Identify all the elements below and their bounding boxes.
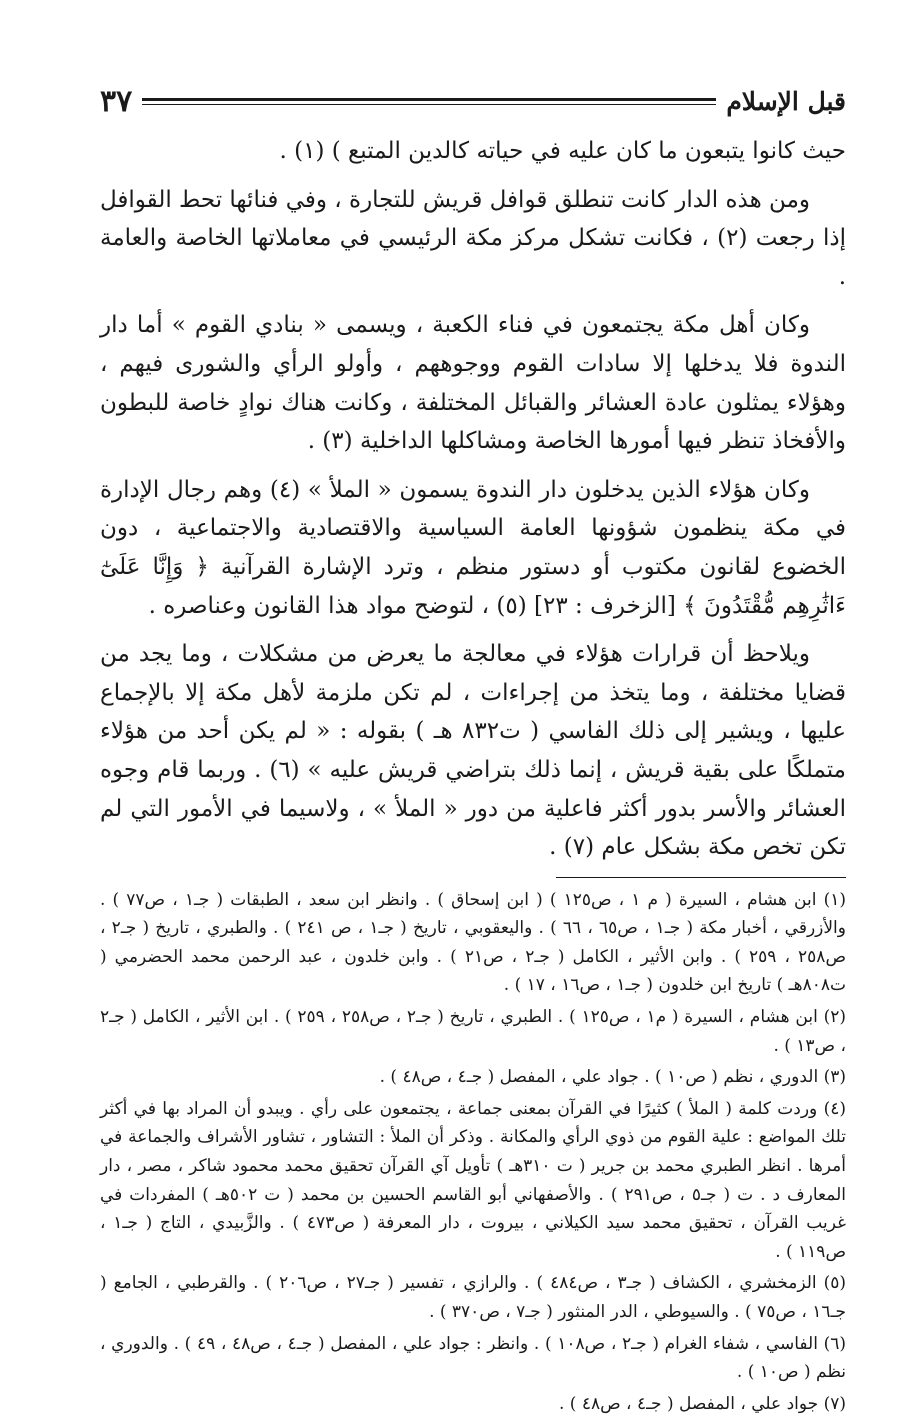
footnote: (٧) جواد علي ، المفصل ( جـ٤ ، ص٤٨ ) . [558, 1393, 846, 1414]
paragraph: ويلاحظ أن قرارات هؤلاء في معالجة ما يعرض من مشكلات ، وما يجد من قضايا مختلفة ، وما يتخذ من إجراءات ، لم تكن ملزمة لأهل مكة إلا بالإجماع عليها ، ويشير إلى ذلك الفاسي ( ت٨٣٢ هـ ) بقوله : « لم يكن أحد من هؤلاء متملكًا على بقية قريش ، إنما ذلك بتراضي قريش عليه » (٦) . وربما قام وجوه العشائر والأسر بدور أكثر فاعلية من دور « الملأ » ، ولاسيما في الأمور التي لم تكن تخص مكة بشكل عام (٧) . [100, 641, 847, 861]
footnote: (٢) ابن هشام ، السيرة ( م١ ، ص١٢٥ ) . الطبري ، تاريخ ( جـ٢ ، ص٢٥٨ ، ٢٥٩ ) . ابن الأثير ، الكامل ( جـ٢ ، ص١٣ ) . [100, 1007, 846, 1056]
paragraph: ومن هذه الدار كانت تنطلق قوافل قريش للتجارة ، وفي فنائها تحط القوافل إذا رجعت (٢) ، فكانت تشكل مركز مكة الرئيسي في معاملاتها الخاصة والعامة . [100, 186, 847, 290]
running-header [100, 78, 846, 124]
paragraph: وكان هؤلاء الذين يدخلون دار الندوة يسمون « الملأ » (٤) وهم رجال الإدارة في مكة ينظمون شؤونها العامة السياسية والاقتصادية والاجتماعية ، دون الخضوع لقانون مكتوب أو دستور منظم ، وترد الإشارة القرآنية ﴿ وَإِنَّا عَلَىٰٓ ءَاثَٰرِهِم مُّقْتَدُونَ ﴾ [الزخرف : ٢٣] (٥) ، لتوضح مواد هذا القانون وعناصره . [100, 476, 846, 619]
chapter-title: قبل الإسلام [726, 86, 846, 116]
main-text [100, 132, 846, 867]
footnotes [100, 886, 846, 1419]
footnote: (٤) وردت كلمة ( الملأ ) كثيرًا في القرآن بمعنى جماعة ، يجتمعون على رأي . ويبدو أن المراد بها في أكثر تلك المواضع : علية القوم من ذوي الرأي والمكانة . وذكر أن الملأ : التشاور ، تشاور الأشراف والجماعة في أمرها . انظر الطبري محمد بن جرير ( ت ٣١٠هـ ) تأويل آي القرآن تحقيق محمد محمود شاكر ، مصر ، دار المعارف د . ت ( جـ٥ ، ص٢٩١ ) . والأصفهاني أبو القاسم الحسين بن محمد ( ت ٥٠٢هـ ) المفردات في غريب القرآن ، تحقيق محمد سيد الكيلاني ، بيروت ، دار المعرفة ( ص٤٧٣ ) . والزَّبيدي ، التاج ( جـ١ ، ص١١٩ ) . [100, 1098, 846, 1262]
paragraph: حيث كانوا يتبعون ما كان عليه في حياته كالدين المتبع ) (١) . [279, 138, 846, 164]
footnote: (١) ابن هشام ، السيرة ( م ١ ، ص١٢٥ ) ( ابن إسحاق ) . وانظر ابن سعد ، الطبقات ( جـ١ ، ص٧٧ ) . والأزرقي ، أخبار مكة ( جـ١ ، ص٦٥ ، ٦٦ ) . واليعقوبي ، تاريخ ( جـ١ ، ص ٢٤١ ) . والطبري ، تاريخ ( جـ٢ ، ص٢٥٨ ، ٢٥٩ ) . وابن الأثير ، الكامل ( جـ٢ ، ص٢١ ) . وابن خلدون ، عبد الرحمن محمد الحضرمي ( ت٨٠٨هـ ) تاريخ ابن خلدون ( جـ١ ، ص١٦ ، ١٧ ) . [100, 889, 846, 996]
page-number: ٣٧ [100, 83, 133, 119]
paragraph: وكان أهل مكة يجتمعون في فناء الكعبة ، ويسمى « بنادي القوم » أما دار الندوة فلا يدخلها إلا سادات القوم ووجوههم ، وأولو الرأي والشورى فيهم ، وهؤلاء يمثلون عادة العشائر والقبائل المختلفة ، وكانت هناك نوادٍ خاصة للبطون والأفخاذ تنظر فيها أمورها الخاصة ومشاكلها الداخلية (٣) . [100, 312, 846, 455]
footnote: (٦) الفاسي ، شفاء الغرام ( جـ٢ ، ص١٠٨ ) . وانظر : جواد علي ، المفصل ( جـ٤ ، ص٤٨ ، ٤٩ ) . والدوري ، نظم ( ص١٠ ) . [100, 1333, 847, 1383]
book-page [100, 78, 846, 1421]
footnote-separator [556, 877, 846, 878]
footnote: (٥) الزمخشري ، الكشاف ( جـ٣ ، ص٤٨٤ ) . والرازي ، تفسير ( جـ٢٧ ، ص٢٠٦ ) . والقرطبي ، الجامع ( جـ١٦ ، ص٧٥ ) . والسيوطي ، الدر المنثور ( جـ٧ ، ص٣٧٠ ) . [100, 1273, 846, 1322]
header-rule [142, 98, 716, 105]
footnote: (٣) الدوري ، نظم ( ص١٠ ) . جواد علي ، المفصل ( جـ٤ ، ص٤٨ ) . [379, 1067, 846, 1088]
